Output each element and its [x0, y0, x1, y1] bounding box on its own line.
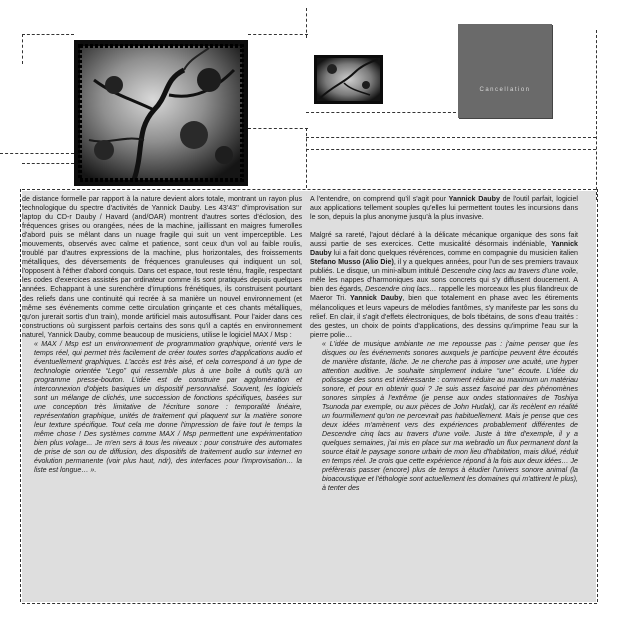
guide-line-left-a — [0, 153, 74, 154]
guide-line-panel-left — [20, 189, 21, 602]
guide-line-right-top — [306, 112, 456, 113]
branch-photo — [314, 55, 383, 104]
guide-line-right-vert — [596, 30, 597, 200]
guide-line-top-left — [22, 34, 23, 64]
paragraph: de distance formelle par rapport à la nature devient alors totale, montrant un rayon plus technologique du spectre d'activités de Yannick Dauby. Les 43'43'' d'improvisation sur laptop du CD-r Dauby / Havard (and/OAR) montrent d'autres sortes d'éclosion, des fréquences grises ou orangées, nées de la machine, jaillissant en maigres fumerolles d'abord puis se mêlant dans un nuage fragile qui suit un vent imperceptible. Les mouvements, observés avec calme et patience, sont ceux d'un vol au faible roulis, troublé par d'autres expressions de la machine, plus horizontales, des froissements métalliques, des déversements de fréquences granuleuses qui indiquent un sol, l'opposent à l'éther d'abord conquis. Dans cet espace, tout reste ténu, fragile, respectant les codes d'exercices assistés par ordinateur comme ils sont pratiqués depuis quelques années. Echappant à une surenchère d'irruptions frénétiques, ils construisent pourtant des reliefs dans une continuité qui recrée à sa manière un nouvel environnement (et même ses événements comme cette circulation grinçante et ces chants métalliques, qu'on jurerait sortis d'un train), monde artificiel mais autosuffisant. Pour l'aider dans ces constructions où surgissent parfois certains des sons qu'il a captés en environnement naturel, Yannick Dauby, comme beaucoup de musiciens, utilise le logiciel MAX / Msp : — [22, 195, 302, 339]
guide-line-mid — [248, 128, 308, 129]
guide-line-top — [22, 34, 74, 35]
guide-line-panel-top — [22, 189, 596, 190]
guide-line-right-mid — [306, 137, 596, 138]
article-column-left — [22, 195, 302, 475]
paragraph: Malgré sa rareté, l'ajout déclaré à la délicate mécanique organique des sons fait aussi partie de ses exercices. Cette musicalité désormais indéniable, Yannick Dauby lui a fait donc quelques révérences, comme en compagnie du musicien italien Stefano Musso (Alio Die), il y a quelques années, pour l'un de ses premiers travaux publiés. Le disque, un mini-album intitulé Descendre cinq lacs au travers d'une voile, mêle les nappes d'harmoniques aux sons concrets qui s'y diffusent doucement. A bien des égards, Descendre cinq lacs… rappelle les morceaux les plus filandreux de Maeror Tri. Yannick Dauby, bien que totalement en phase avec les étirements mélancoliques et leurs vapeurs de mélodies fantômes, s'y manifeste par les sons du relief. En clair, il s'agit d'effets électroniques, de bols tibétains, de sons d'eau traités : des gestes, un choix de points d'applications, des dessins qu'imprime l'eau sur la pierre polie… — [310, 231, 579, 339]
album-cover — [458, 24, 552, 118]
tree-photo — [74, 40, 248, 186]
album-title: Cancellation — [479, 87, 531, 93]
guide-line-right-b — [306, 149, 596, 150]
paragraph: A l'entendre, on comprend qu'il s'agit pour Yannick Dauby de l'outil parfait, logiciel aux applications tellement souples qu'elles lui permettent toutes les incursions dans le son, depuis la plus anonyme jusqu'à la plus invasive. — [310, 195, 578, 222]
quote-block: « MAX / Msp est un environnement de programmation graphique, orienté vers le temps réel, qui permet très facilement de créer toutes sortes d'applications audio et éventuellement graphiques. L'accès est très aisé, et cela correspond à un type de technologie orientée “Lego” qui ressemble plus à une boîte à outils qu'à un programme presse-bouton. L'idée est de construire par agglomération et interconnexion d'objets basiques un dispositif personnalisé. Souvent, les logiciels sont un mélange de clichés, une succession de fonctions spécifiques, basées sur une conception très limitative de l'écriture sonore : temporalité linéaire, représentation graphique, unités de traitement qui plaquent sur la matière sonore leur texture spécifique. Tout cela me donne l'impression de faire tout le temps la même chose ! Des systèmes comme MAX / Msp permettent une expérimentation bien plus volage... Je m'en sers à tous les niveaux : pour construire des automates de prise de son ou de diffusion, des dispositifs de traitement audio sur internet en évolution permanente (voir plus haut, ndr), des interfaces pour l'improvisation… la liste est longue… ». — [34, 339, 302, 475]
guide-line-mid-top — [306, 8, 307, 38]
guide-line-left-b — [22, 163, 74, 164]
guide-line-panel-right — [597, 189, 598, 602]
article-column-right — [310, 195, 578, 494]
quote-block: « L'idée de musique ambiante ne me repousse pas : j'aime penser que les disques ou les événements sonores auxquels je participe peuvent être écoutés de manière distante, lâche. Je ne cherche pas à imposer une acuité, une hyper attention auditive. Je souhaite simplement induire “une” écoute. L'idée du polissage des sons est intéressante : comment réduire au maximum un matériau sonore, et pour en obtenir quoi ? Je suis assez fasciné par des phénomènes sonores simples à l'extrême (je pense aux ondes stationnaires de Toshiya Tsunoda par exemple, ou aux pièces de John Hudak), car ils recèlent en réalité un fourmillement qu'on ne percevrait pas habituellement. Mais je pense que ces deux idées m'amènent vers des expériences probablement différentes de Descendre cinq lacs au travers d'une voile. Juste à titre d'exemple, il y a quelques semaines, j'ai mis en place sur ma webradio un flux permanent dont la source était le paysage sonore urbain de mon lieu d'habitation, mais dilué, réduit en temps réel. Je crois que cette expérience répond à la fois aux deux idées… Je préfèrerais passer (encore) plus de temps à étudier l'univers sonore animal (la bioacoustique et l'éthologie sont actuellement les domaines qui m'attirent le plus), à tenter des — [322, 339, 578, 493]
guide-line-panel-bottom — [22, 603, 597, 604]
guide-line-top-right — [248, 34, 308, 35]
